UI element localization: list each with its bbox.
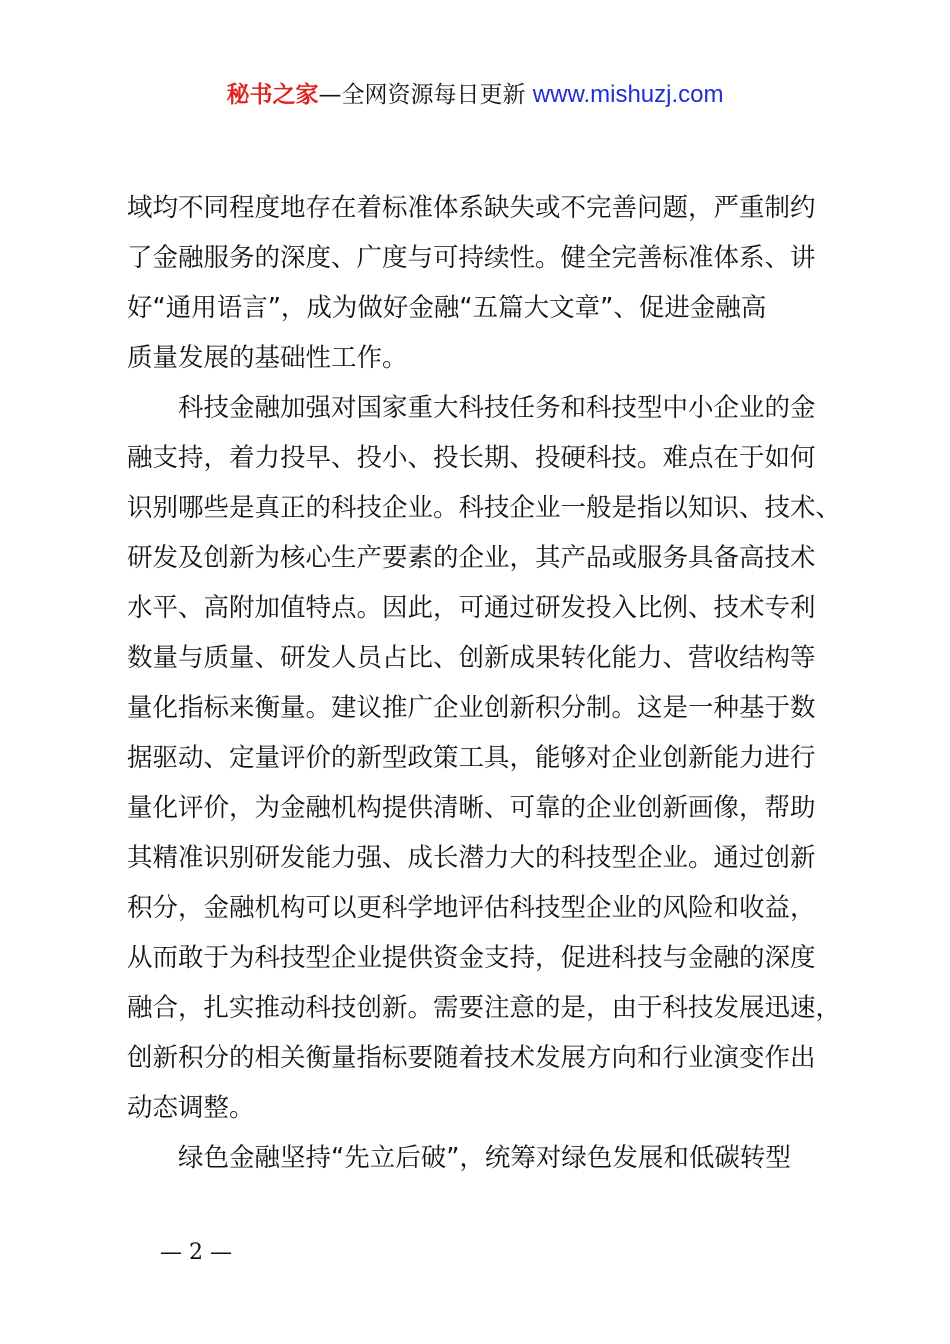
document-body	[127, 183, 867, 1183]
text-line: 创新积分的相关衡量指标要随着技术发展方向和行业演变作出	[127, 1043, 816, 1073]
header-tagline: —全网资源每日更新	[318, 82, 533, 108]
text-line: 其精准识别研发能力强、成长潜力大的科技型企业。通过创新	[127, 843, 816, 873]
text-line: 融支持，着力投早、投小、投长期、投硬科技。难点在于如何	[127, 443, 816, 473]
text-line: 域均不同程度地存在着标准体系缺失或不完善问题，严重制约	[127, 193, 816, 223]
text-line: 量化评价，为金融机构提供清晰、可靠的企业创新画像，帮助	[127, 793, 816, 823]
page-number: — 2 —	[160, 1240, 232, 1265]
text-line: 质量发展的基础性工作。	[127, 343, 408, 373]
text-line: 好“通用语言”，成为做好金融“五篇大文章”、促进金融高	[127, 293, 767, 323]
paragraph-start-line: 科技金融加强对国家重大科技任务和科技型中小企业的金	[178, 393, 816, 423]
text-line: 水平、高附加值特点。因此，可通过研发投入比例、技术专利	[127, 593, 816, 623]
paragraph-start-line: 绿色金融坚持“先立后破”，统筹对绿色发展和低碳转型	[178, 1143, 791, 1173]
text-line: 量化指标来衡量。建议推广企业创新积分制。这是一种基于数	[127, 693, 816, 723]
text-line: 积分，金融机构可以更科学地评估科技型企业的风险和收益，	[127, 893, 816, 923]
text-line: 了金融服务的深度、广度与可持续性。健全完善标准体系、讲	[127, 243, 816, 273]
text-line: 据驱动、定量评价的新型政策工具，能够对企业创新能力进行	[127, 743, 816, 773]
text-line: 识别哪些是真正的科技企业。科技企业一般是指以知识、技术、	[127, 493, 842, 523]
text-line: 数量与质量、研发人员占比、创新成果转化能力、营收结构等	[127, 643, 816, 673]
text-line: 动态调整。	[127, 1093, 255, 1123]
text-line: 融合，扎实推动科技创新。需要注意的是，由于科技发展迅速，	[127, 993, 842, 1023]
text-line: 从而敢于为科技型企业提供资金支持，促进科技与金融的深度	[127, 943, 816, 973]
website-link[interactable]: www.mishuzj.com	[532, 81, 724, 108]
text-line: 研发及创新为核心生产要素的企业，其产品或服务具备高技术	[127, 543, 816, 573]
brand-name: 秘书之家	[226, 82, 319, 108]
page-header	[0, 78, 950, 112]
